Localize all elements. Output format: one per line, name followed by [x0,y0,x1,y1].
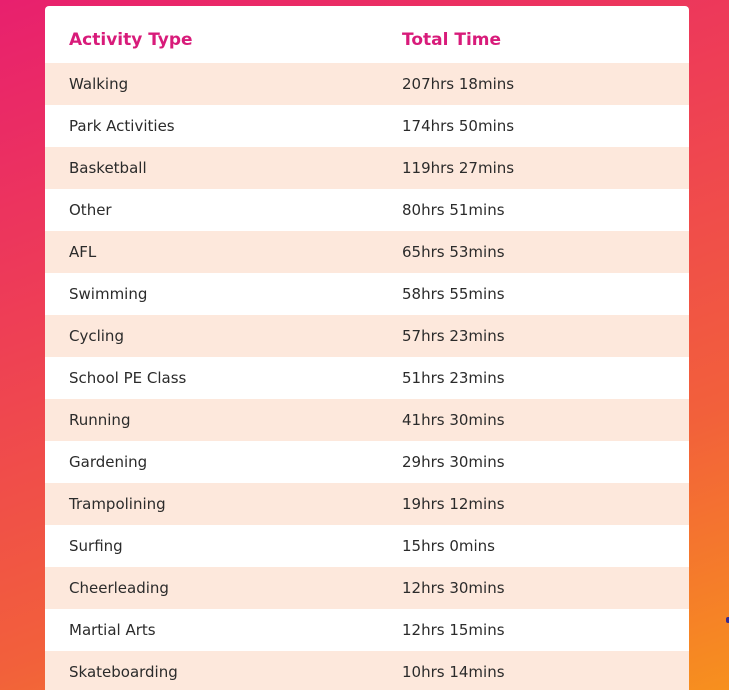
activity-cell: Gardening [69,453,148,471]
activity-cell: Trampolining [69,495,166,513]
table-row [45,63,689,105]
table-row [45,231,689,273]
activity-cell: Martial Arts [69,621,156,639]
table-row [45,315,689,357]
table-row [45,357,689,399]
total-time-cell: 174hrs 50mins [402,117,515,135]
total-time-cell: 57hrs 23mins [402,327,505,345]
table-row [45,105,689,147]
activity-cell: School PE Class [69,369,187,387]
activity-cell: Swimming [69,285,148,303]
table-row [45,147,689,189]
table-row [45,525,689,567]
table-row [45,399,689,441]
table-row [45,273,689,315]
total-time-cell: 51hrs 23mins [402,369,505,387]
total-time-cell: 12hrs 30mins [402,579,505,597]
activity-cell: Park Activities [69,117,175,135]
table-row [45,441,689,483]
activity-cell: Cycling [69,327,124,345]
table-header-row [45,6,689,63]
table-row [45,189,689,231]
total-time-cell: 80hrs 51mins [402,201,505,219]
activity-cell: Basketball [69,159,147,177]
activity-cell: Walking [69,75,129,93]
table-row [45,567,689,609]
total-time-cell: 65hrs 53mins [402,243,505,261]
activity-cell: Skateboarding [69,663,178,681]
table-row [45,609,689,651]
activity-table [45,6,689,690]
total-time-cell: 58hrs 55mins [402,285,505,303]
column-header-activity-type[interactable]: Activity Type [69,30,193,50]
activity-cell: Cheerleading [69,579,169,597]
activity-table-card [45,6,689,690]
column-header-total-time[interactable]: Total Time [402,30,502,50]
total-time-cell: 119hrs 27mins [402,159,515,177]
table-row [45,651,689,690]
activity-cell: Running [69,411,131,429]
activity-cell: Other [69,201,112,219]
activity-cell: AFL [69,243,97,261]
total-time-cell: 41hrs 30mins [402,411,505,429]
activity-cell: Surfing [69,537,123,555]
total-time-cell: 10hrs 14mins [402,663,505,681]
total-time-cell: 207hrs 18mins [402,75,515,93]
total-time-cell: 29hrs 30mins [402,453,505,471]
total-time-cell: 15hrs 0mins [402,537,495,555]
total-time-cell: 12hrs 15mins [402,621,505,639]
total-time-cell: 19hrs 12mins [402,495,505,513]
table-row [45,483,689,525]
